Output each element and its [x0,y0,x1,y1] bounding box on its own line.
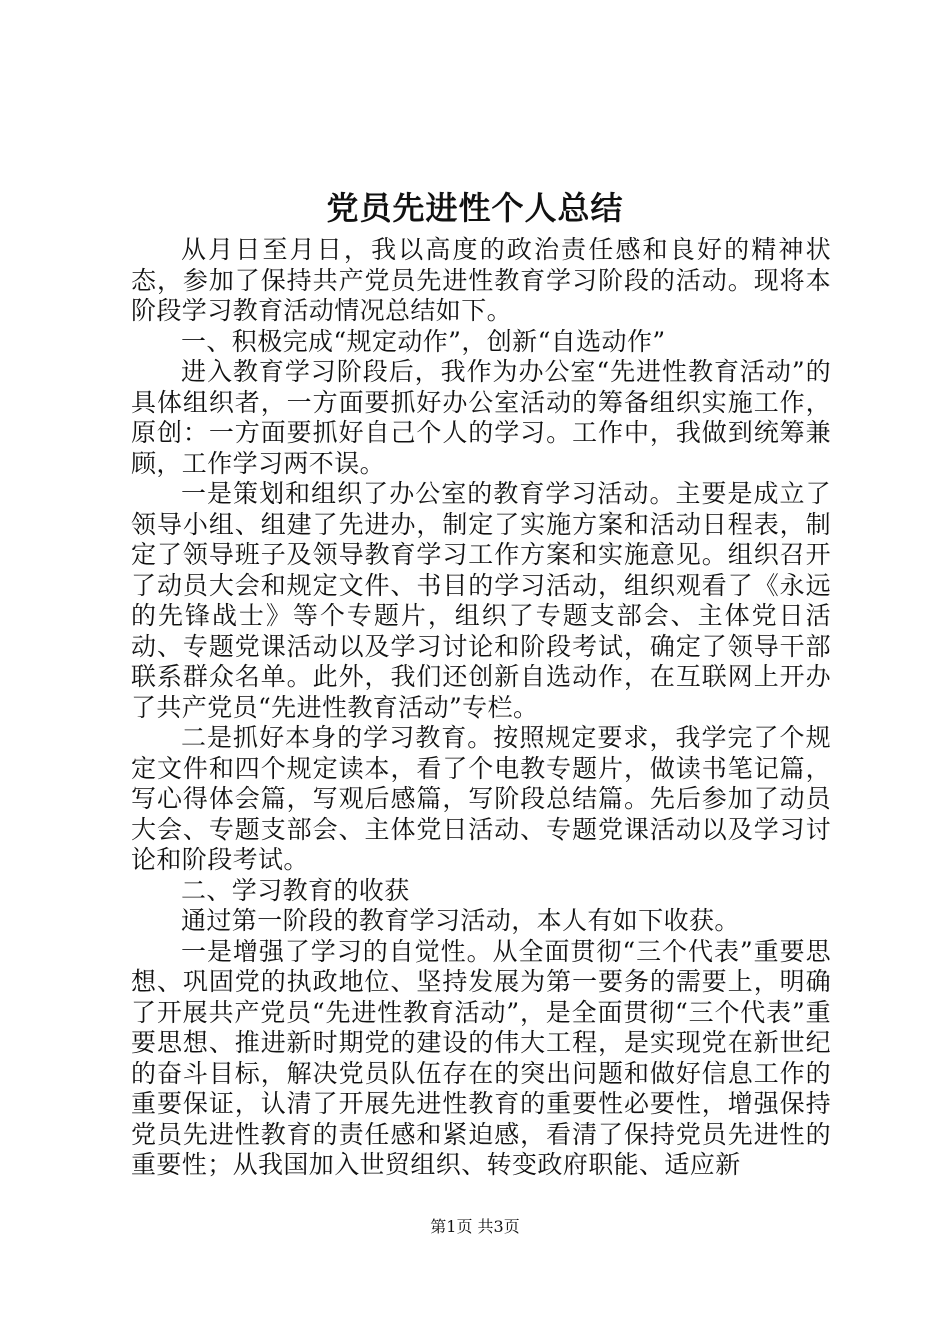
document-body [131,235,831,1181]
body-paragraph: 进入教育学习阶段后，我作为办公室“先进性教育活动”的具体组织者，一方面要抓好办公室活动的筹备组织实施工作，原创：一方面要抓好自己个人的学习。工作中，我做到统筹兼顾，工作学习两不误。 [131,357,831,478]
body-paragraph: 一是增强了学习的自觉性。从全面贯彻“三个代表”重要思想、巩固党的执政地位、坚持发展为第一要务的需要上，明确了开展共产党员“先进性教育活动”，是全面贯彻“三个代表”重要思想、推进新时期党的建设的伟大工程，是实现党在新世纪的奋斗目标，解决党员队伍存在的突出问题和做好信息工作的重要保证，认清了开展先进性教育的重要性必要性，增强保持党员先进性教育的责任感和紧迫感，看清了保持党员先进性的重要性；从我国加入世贸组织、转变政府职能、适应新 [131,936,831,1179]
section-heading-2: 二、学习教育的收获 [181,875,410,905]
document-title: 党员先进性个人总结 [326,189,624,227]
body-paragraph: 通过第一阶段的教育学习活动，本人有如下收获。 [181,906,740,935]
body-paragraph: 一是策划和组织了办公室的教育学习活动。主要是成立了领导小组、组建了先进办，制定了实施方案和活动日程表，制定了领导班子及领导教育学习工作方案和实施意见。组织召开了动员大会和规定文件、书目的学习活动，组织观看了《永远的先锋战士》等个专题片，组织了专题支部会、主体党日活动、专题党课活动以及学习讨论和阶段考试，确定了领导干部联系群众名单。此外，我们还创新自选动作，在互联网上开办了共产党员“先进性教育活动”专栏。 [131,479,831,722]
intro-paragraph: 从月日至月日，我以高度的政治责任感和良好的精神状态，参加了保持共产党员先进性教育学习阶段的活动。现将本阶段学习教育活动情况总结如下。 [131,235,831,325]
page-number-footer: 第1页 共3页 [430,1217,520,1236]
body-paragraph: 二是抓好本身的学习教育。按照规定要求，我学完了个规定文件和四个规定读本，看了个电教专题片，做读书笔记篇，写心得体会篇，写观后感篇，写阶段总结篇。先后参加了动员大会、专题支部会、主体党日活动、专题党课活动以及学习讨论和阶段考试。 [131,723,831,874]
section-heading-1: 一、积极完成“规定动作”，创新“自选动作” [181,326,666,356]
